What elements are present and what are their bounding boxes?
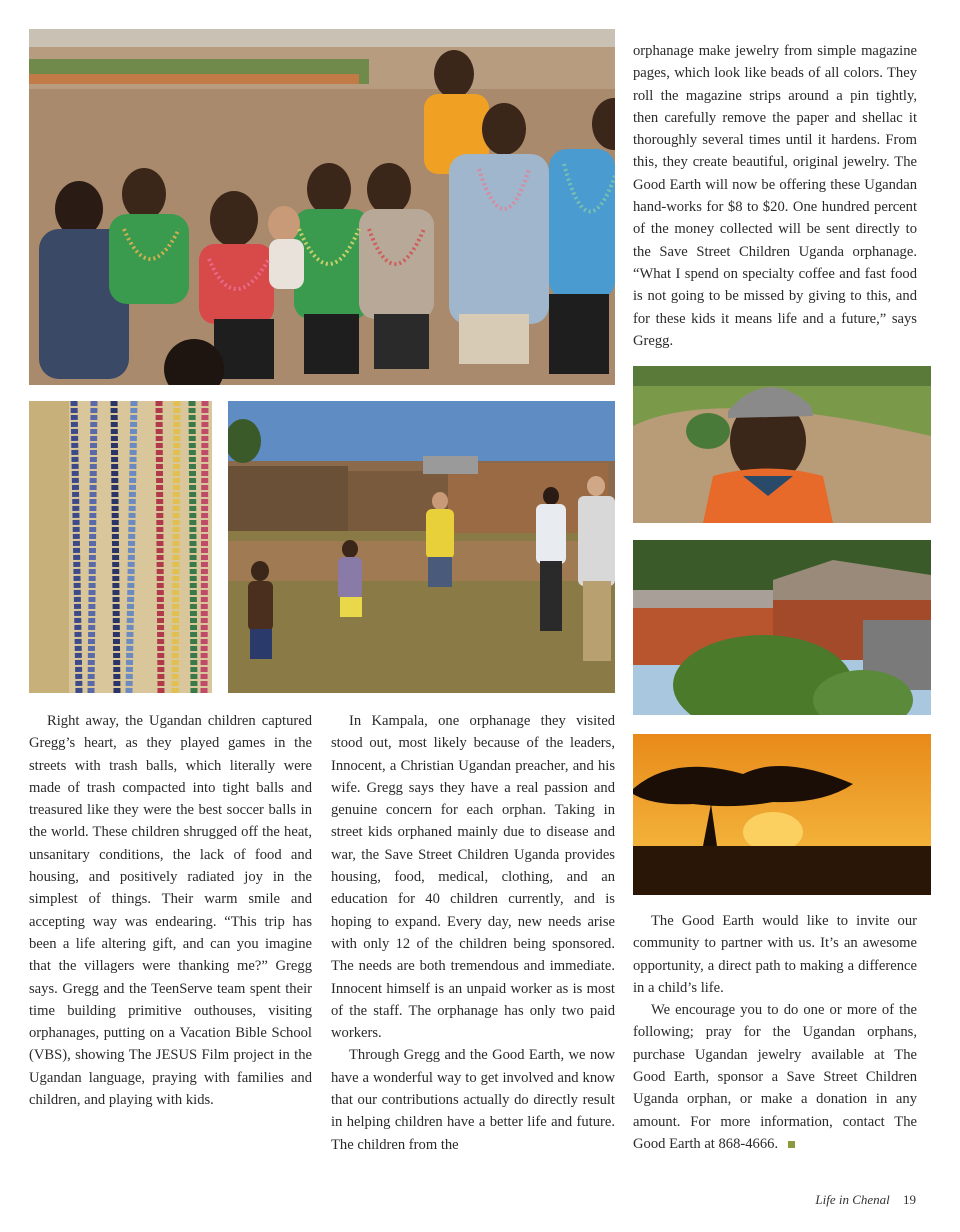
page-footer bbox=[815, 1192, 916, 1208]
paragraph: The Good Earth would like to invite our community to partner with us. It’s an awesome opportunity, a direct path to making a difference in a child’s life. bbox=[633, 913, 917, 996]
photo-boy-cap bbox=[633, 366, 931, 523]
photo-sunset bbox=[633, 734, 931, 895]
paragraph-text: We encourage you to do one or more of the following; pray for the Ugandan orphans, purchase Ugandan jewelry available at The Good Earth, sponsor a Save Street Children Uganda orphan, or make a donation in any amount. For more information, contact The Good Earth at 868-4666. bbox=[633, 1002, 917, 1152]
magazine-name: Life in Chenal bbox=[815, 1192, 890, 1207]
column-middle bbox=[331, 710, 615, 1156]
paragraph: orphanage make jewelry from simple magazine pages, which look like beads of all colors. They roll the magazine strips around a pin tightly, then carefully remove the paper and shellac it thoroughly several times until it hardens. From this, they create beautiful, original jewelry. The Good Earth will now be offering these Ugandan hand-works for $8 to $20. One hundred percent of the money collected will be sent directly to the Save Street Children Uganda orphanage. “What I spend on specialty coffee and fast food is not going to be missed by giving to this, and for these kids it means life and a future,” says Gregg. bbox=[633, 43, 917, 349]
photo-beads bbox=[29, 401, 212, 693]
paragraph: In Kampala, one orphanage they visited stood out, most likely because of the leaders, Innocent, a Christian Ugandan preacher, and his wife. Gregg says they have a real passion and genuine concern for each orphan. Taking in street kids orphaned mainly due to disease and war, the Save Street Children Uganda provides housing, food, medical, clothing, and an education for 40 children currently, and is hoping to expand. Every day, new needs arise with only 12 of the children being sponsored. The needs are both tremendous and immediate. Innocent himself is an unpaid worker as is most of the staff. The orphanage has only two paid workers. bbox=[331, 713, 615, 1042]
paragraph-with-endmark bbox=[633, 999, 917, 1155]
paragraph: Through Gregg and the Good Earth, we now have a wonderful way to get involved and know that our contributions actually do directly result in helping children have a better life and future. The children from the bbox=[331, 1047, 615, 1153]
paragraph: Right away, the Ugandan children captured Gregg’s heart, as they played games in the streets with trash balls, which literally were made of trash compacted into tight balls and treasured like they were the best soccer balls in the world. These children shrugged off the heat, unsanitary conditions, the lack of food and housing, and positively radiated joy in the simplest of things. Their warm smile and accepting way was endearing. “This trip has been a life altering gift, and can you imagine that the villagers were thanking me?” Gregg says. Gregg and the TeenServe team spent their time building primitive outhouses, visiting orphanages, putting on a Vacation Bible School (VBS), showing The JESUS Film project in the Ugandan language, praying with families and children, and playing with kids. bbox=[29, 713, 312, 1109]
column-right-top bbox=[633, 40, 917, 352]
photo-children-group bbox=[29, 29, 615, 385]
column-right-bottom bbox=[633, 910, 917, 1155]
photo-village bbox=[228, 401, 615, 693]
end-mark-icon bbox=[788, 1141, 795, 1148]
page-number: 19 bbox=[903, 1192, 916, 1207]
photo-rooftops bbox=[633, 540, 931, 715]
column-left bbox=[29, 710, 312, 1111]
